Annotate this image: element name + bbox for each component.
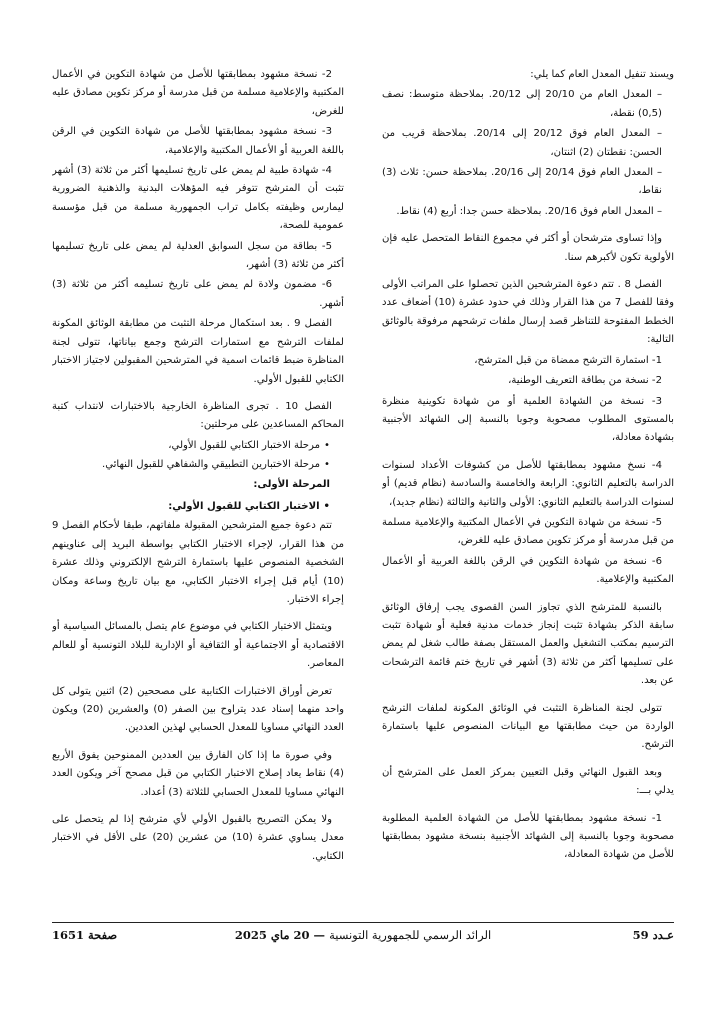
paragraph: 3- نسخة من الشهادة العلمية أو من شهادة تكوينية منظرة بالمستوى المطلوب مصحوبة وجوبا بالنسبة إلى الشهائد الأجنبية بشهادة معادلة، (382, 395, 674, 444)
paragraph: وبعد القبول النهائي وقبل التعيين بمركز العمل على المترشح أن يدلي بـــ: (382, 766, 674, 797)
paragraph: 6- مضمون ولادة لم يمض على تاريخ تسليمه أكثر من ثلاثة (3) أشهر. (52, 279, 344, 309)
paragraph: ويسند تنفيل المعدل العام كما يلي: (530, 69, 674, 80)
right-column (382, 66, 674, 908)
paragraph: ويتمثل الاختبار الكتابي في موضوع عام يتصل بالمسائل السياسية أو الاقتصادية أو الاجتماعية أو الثقافية أو الإدارية للبلاد التونسية أو للعالم المعاصر. (52, 621, 344, 670)
paragraph: 1- نسخة مشهود بمطابقتها للأصل من الشهادة العلمية المطلوبة مصحوبة وجوبا بالنسبة إلى الشهائد الأجنبية بنسخة مشهود بمطابقتها للأصل من شهادة المعادلة، (382, 812, 674, 861)
paragraph: – المعدل العام فوق 20/16. بملاحظة حسن جدا: أربع (4) نقاط. (396, 205, 662, 217)
paragraph: 2- نسخة من بطاقة التعريف الوطنية، (508, 375, 662, 387)
paragraph: بالنسبة للمترشح الذي تجاوز السن القصوى يجب إرفاق الوثائق سابقة الذكر بشهادة تثبت إنجاز خدمات مدنية فعلية أو شهادة تثبت الترسيم بمكتب التشغيل والعمل المستقل بصفة طالب شغل لم يمض على تسليمها أكثر من ثلاثة (3) أشهر في تاريخ ختم قائمة الترشحات عن بعد. (382, 601, 674, 687)
paragraph: 4- شهادة طبية لم يمض على تاريخ تسليمها أكثر من ثلاثة (3) أشهر تثبت أن المترشح تتوفر فيه المؤهلات البدنية والذهنية الضرورية ليمارس وظيفته بكامل تراب الجمهورية مسلمة من قبل مؤسسة عمومية للصحة، (52, 165, 344, 232)
paragraph: وفي صورة ما إذا كان الفارق بين العددين الممنوحين يفوق الأربع (4) نقاط يعاد إصلاح الاختبار الكتابي من قبل مصحح آخر ويكون العدد النهائي مساويا للمعدل الحسابي للثلاثة (3) أعداد. (52, 749, 344, 798)
paragraph: •مرحلة الاختبار الكتابي للقبول الأولي، (168, 439, 330, 451)
paragraph: وإذا تساوى مترشحان أو أكثر في مجموع النقاط المتحصل عليه فإن الأولوية تكون لأكبرهم سنا. (382, 233, 674, 263)
paragraph: تعرض أوراق الاختبارات الكتابية على مصححين (2) اثنين يتولى كل واحد منهما إسناد عدد يتراوح بين الصفر (0) والعشرين (20) ويكون العدد النهائي مساويا للمعدل الحسابي لهذين العددين. (52, 685, 344, 734)
paragraph: – المعدل العام فوق 20/12 إلى 20/14. بملاحظة قريب من الحسن: نقطتان (2) اثنتان، (382, 128, 663, 158)
issue-number: عـدد 59 (632, 928, 674, 942)
paragraph: الفصل 8 . تتم دعوة المترشحين الذين تحصلوا على المراتب الأولى وفقا للفصل 7 من هذا القرار وذلك في حدود عشرة (10) أضعاف عدد الخطط المفتوحة للتناظر قصد إرسال ملفات ترشحهم مرفوقة بالوثائق التالية: (382, 279, 674, 346)
paragraph: تتم دعوة جميع المترشحين المقبولة ملفاتهم، طبقا لأحكام الفصل 9 من هذا القرار، لإجراء الاختبار الكتابي بواسطة البريد إلى عناوينهم الشخصية المنصوص عليها باستمارة الترشح الإلكتروني وذلك عشرة (10) أيام قبل إجراء الاختبار الكتابي، مع بيان تاريخ وساعة ومكان إجراء الاختبار. (52, 520, 344, 605)
paragraph: – المعدل العام فوق 20/14 إلى 20/16. بملاحظة حسن: ثلاث (3) نقاط، (382, 167, 662, 197)
journal-name: الرائد الرسمي للجمهورية التونسية (329, 928, 492, 942)
paragraph: 5- بطاقة من سجل السوابق العدلية لم يمض على تاريخ تسليمها أكثر من ثلاثة (3) أشهر، (52, 240, 344, 271)
paragraph: الفصل 10 . تجرى المناظرة الخارجية بالاختبارات لانتداب كتبة المحاكم المساعدين على مرحلتين: (52, 400, 344, 431)
publication-date: — 20 ماي 2025 (234, 928, 326, 942)
left-column (52, 66, 344, 908)
bullet-marker: • (323, 500, 330, 512)
paragraph: 5- نسخة من شهادة التكوين في الأعمال المكتبية والإعلامية مسلمة من قبل مدرسة أو مركز تكوين مصادق عليه للغرض، (382, 516, 674, 547)
paragraph: 2- نسخة مشهود بمطابقتها للأصل من شهادة التكوين في الأعمال المكتبية والإعلامية مسلمة من قبل مدرسة أو مركز تكوين مصادق عليه للغرض، (52, 69, 344, 117)
footer-title (52, 928, 674, 942)
paragraph: 3- نسخة مشهود بمطابقتها للأصل من شهادة التكوين في الرقن باللغة العربية أو الأعمال المكتبية والإعلامية، (52, 126, 344, 156)
paragraph: 6- نسخة من شهادة التكوين في الرقن باللغة العربية أو الأعمال المكتبية والإعلامية. (382, 555, 674, 586)
page-number: صفحة 1651 (52, 928, 118, 942)
paragraph: •مرحلة الاختبارين التطبيقي والشفاهي للقبول النهائي. (101, 459, 330, 471)
paragraph: 4- نسخ مشهود بمطابقتها للأصل من كشوفات الأعداد لسنوات الدراسة بالتعليم الثانوي: الرابعة والخامسة والسادسة (نظام قديم) أو لسنوات الدراسة بالتعليم الثانوي: الأولى والثانية والثالثة (نظام جديد)، (382, 459, 674, 508)
paragraph: الفصل 9 . بعد استكمال مرحلة التثبت من مطابقة الوثائق المكونة لملفات الترشح مع استمارات الترشح وجمع بياناتها، تتولى لجنة المناظرة ضبط قائمات اسمية في المترشحين المقبولين لاجتياز الاختبار الكتابي للقبول الأولي. (52, 318, 344, 385)
paragraph: •الاختبار الكتابي للقبول الأولي: (168, 500, 330, 512)
bullet-marker: • (324, 439, 330, 451)
page-footer (52, 928, 674, 948)
footer-divider (52, 922, 674, 923)
paragraph: – المعدل العام من 20/10 إلى 20/12. بملاحظة متوسط: نصف (0,5) نقطة، (382, 89, 662, 119)
bullet-marker: • (324, 459, 330, 471)
paragraph: المرحلة الأولى: (253, 478, 330, 490)
paragraph: ولا يمكن التصريح بالقبول الأولي لأي مترشح إذا لم يتحصل على معدل يساوي عشرة (10) من عشرين (20) على الأقل في الاختبار الكتابي. (52, 814, 344, 862)
paragraph: 1- استمارة الترشح ممضاة من قبل المترشح، (474, 354, 662, 366)
paragraph: تتولى لجنة المناظرة التثبت في الوثائق المكونة لملفات الترشح الواردة من حيث مطابقتها مع البيانات المنصوص عليها باستمارة الترشح. (382, 702, 674, 751)
